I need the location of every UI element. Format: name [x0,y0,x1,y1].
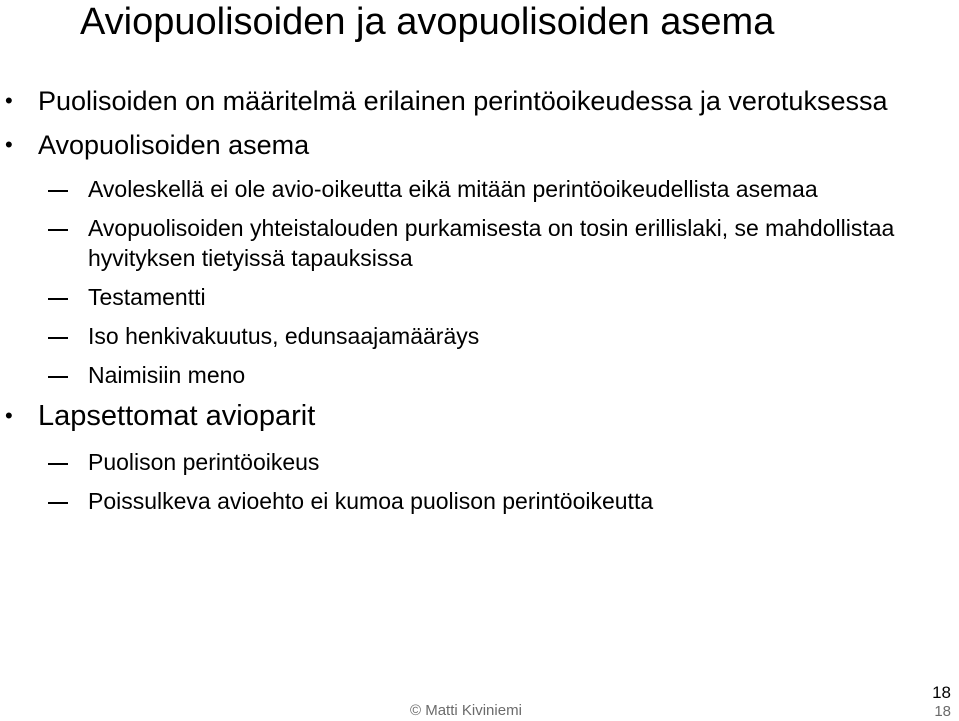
bullet-icon: • [5,88,13,113]
sub-bullet-item [0,213,959,273]
bullet-icon: • [5,403,13,428]
slide-content [0,86,959,525]
sub-bullet-text: Puolison perintöoikeus [88,449,320,475]
bullet-text: Puolisoiden on määritelmä erilainen perintöoikeudessa ja verotuksessa [38,86,888,116]
page-number: 18 [932,683,951,702]
sub-bullet-item [0,360,959,390]
bullet-item [0,86,959,116]
bullet-item [0,130,959,160]
bullet-text: Lapsettomat avioparit [38,400,316,432]
sub-bullet-text: Poissulkeva avioehto ei kumoa puolison perintöoikeutta [88,488,654,514]
sub-bullet-text: Naimisiin meno [88,362,246,388]
bullet-icon: • [5,132,13,157]
dash-icon [48,376,68,378]
slide-title: Aviopuolisoiden ja avopuolisoiden asema [80,1,775,43]
sub-bullet-text: Avoleskellä ei ole avio-oikeutta eikä mitään perintöoikeudellista asemaa [88,176,818,202]
sub-bullet-item [0,174,959,204]
dash-icon [48,502,68,504]
sub-bullet-item [0,321,959,351]
sub-bullet-text: Avopuolisoiden yhteistalouden purkamisesta on tosin erillislaki, se mahdollistaa hyvityksen tietyissä tapauksissa [88,215,895,271]
sub-bullet-text: Testamentti [88,284,206,310]
dash-icon [48,463,68,465]
sub-bullet-item [0,282,959,312]
bullet-text: Avopuolisoiden asema [38,130,310,160]
footer-copyright: © Matti Kiviniemi [410,702,522,719]
bullet-item [0,399,959,433]
sub-bullet-item [0,486,959,516]
dash-icon [48,229,68,231]
dash-icon [48,298,68,300]
dash-icon [48,190,68,192]
page-number-footer: 18 [934,703,951,720]
dash-icon [48,337,68,339]
sub-bullet-item [0,447,959,477]
sub-bullet-text: Iso henkivakuutus, edunsaajamääräys [88,323,480,349]
